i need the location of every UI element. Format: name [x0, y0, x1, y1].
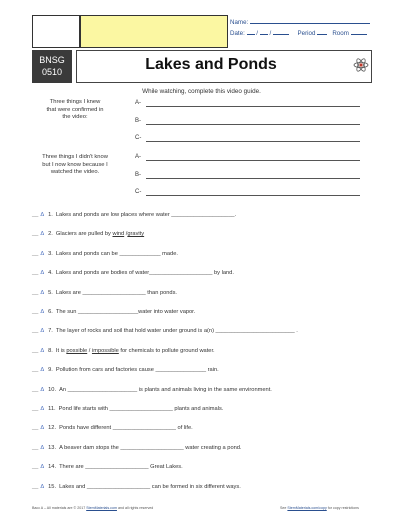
question-number: 14.: [48, 464, 57, 471]
date-sep-1: /: [256, 30, 258, 37]
course-code-line2: 0510: [41, 67, 63, 77]
check-blank[interactable]: __: [32, 309, 39, 315]
question-text: Lakes and ponds can be _____________ made.: [55, 250, 178, 257]
triangle-icon: Δ: [40, 406, 45, 412]
check-blank[interactable]: __: [32, 212, 39, 218]
triangle-icon: Δ: [40, 483, 45, 490]
check-blank[interactable]: __: [32, 250, 39, 257]
question-text: Ponds have different ____________________ of life.: [59, 425, 193, 432]
footer-left-link[interactable]: StemMaterials.com: [86, 506, 117, 510]
question-item: [32, 251, 178, 257]
question-text: It is: [55, 347, 67, 354]
question-item: [32, 231, 144, 237]
footer-right-link[interactable]: StemMaterials.com/copy: [287, 506, 327, 510]
question-text: /: [87, 347, 92, 354]
known-answer-line-b[interactable]: [146, 124, 360, 125]
date-label: Date:: [230, 30, 245, 37]
question-number: 15.: [48, 483, 57, 490]
question-item: [32, 464, 183, 470]
check-blank[interactable]: __: [32, 425, 39, 432]
question-text: The sun ___________________water into water vapor.: [55, 309, 196, 315]
question-item: [32, 212, 236, 218]
check-blank[interactable]: __: [32, 231, 39, 238]
question-number: 2.: [48, 231, 53, 238]
room-field[interactable]: [351, 28, 367, 35]
period-label: Period: [297, 30, 316, 37]
question-number: 9.: [48, 367, 53, 374]
date-row: [230, 28, 370, 39]
question-text: /: [124, 231, 128, 238]
check-blank[interactable]: __: [32, 464, 39, 471]
question-number: 13.: [48, 444, 57, 451]
choice-option[interactable]: gravity: [127, 231, 145, 238]
question-item: [32, 328, 298, 334]
new-prompt-line: watched the video.: [50, 169, 100, 175]
question-item: [32, 290, 177, 296]
question-text: Lakes and ____________________ can be formed in six different ways.: [59, 483, 241, 490]
question-number: 11.: [48, 406, 56, 412]
question-number: 1.: [48, 212, 53, 218]
known-letter-b: B-: [135, 118, 141, 124]
new-letter-b: B-: [135, 172, 141, 178]
question-item: [32, 348, 215, 354]
score-box: [80, 15, 228, 48]
question-text: Lakes and ponds are low places where water ____________________.: [55, 212, 237, 218]
question-item: [32, 309, 195, 315]
question-number: 8.: [48, 347, 53, 354]
known-prompt-line: the video:: [62, 114, 88, 120]
check-blank[interactable]: __: [32, 483, 39, 490]
atom-icon: [353, 57, 369, 73]
new-letter-c: C-: [135, 189, 142, 195]
triangle-icon: Δ: [40, 250, 45, 257]
new-letter-a: A-: [135, 154, 141, 160]
blank-box: [32, 15, 80, 48]
question-number: 10.: [48, 386, 57, 393]
question-number: 3.: [48, 250, 53, 257]
question-item: [32, 425, 193, 431]
known-answer-line-a[interactable]: [146, 106, 360, 107]
triangle-icon: Δ: [40, 386, 45, 393]
triangle-icon: Δ: [40, 212, 45, 218]
known-letter-c: C-: [135, 135, 142, 141]
check-blank[interactable]: __: [32, 406, 39, 412]
choice-option[interactable]: possible: [66, 347, 88, 354]
new-answer-line-b[interactable]: [146, 178, 360, 179]
question-item: [32, 387, 272, 393]
date-day-field[interactable]: [260, 28, 268, 35]
check-blank[interactable]: __: [32, 367, 39, 374]
triangle-icon: Δ: [40, 444, 45, 451]
triangle-icon: Δ: [40, 231, 45, 238]
new-answer-line-c[interactable]: [146, 195, 360, 196]
check-blank[interactable]: __: [32, 270, 39, 277]
choice-option[interactable]: impossible: [91, 347, 119, 354]
date-month-field[interactable]: [247, 28, 255, 35]
footer-right-text: See: [280, 506, 288, 510]
known-things-prompt: [32, 99, 118, 122]
question-number: 4.: [48, 270, 53, 277]
triangle-icon: Δ: [40, 328, 45, 335]
header-fields: [230, 17, 370, 39]
check-blank[interactable]: __: [32, 386, 39, 393]
new-answer-line-a[interactable]: [146, 160, 360, 161]
question-text: Glaciers are pulled by: [55, 231, 113, 238]
course-code-box: [32, 50, 72, 83]
question-text: Pond life starts with ____________________ plants and animals.: [58, 406, 224, 412]
known-prompt-line: Three things I knew: [49, 99, 101, 105]
question-text: Lakes are ____________________ than ponds.: [55, 289, 178, 296]
question-item: [32, 445, 242, 451]
question-number: 6.: [48, 309, 53, 315]
triangle-icon: Δ: [40, 367, 45, 374]
question-item: [32, 484, 241, 490]
footer-right-text-end: for copy restrictions: [326, 506, 359, 510]
choice-option[interactable]: wind: [112, 231, 125, 238]
check-blank[interactable]: __: [32, 444, 39, 451]
question-text: The layer of rocks and soil that hold water under ground is a(n) _________________________ .: [55, 328, 298, 335]
triangle-icon: Δ: [40, 309, 45, 315]
date-sep-2: /: [269, 30, 272, 37]
page-title: Lakes and Ponds: [145, 56, 277, 73]
name-label: Name:: [230, 19, 249, 26]
question-text: An ______________________ is plants and animals living in the same environment.: [59, 386, 272, 393]
known-letter-a: A-: [135, 100, 141, 106]
known-answer-line-c[interactable]: [146, 141, 360, 142]
question-text: There are ____________________ Great Lakes.: [59, 464, 183, 471]
footer-copy-restrictions: [280, 506, 359, 510]
check-blank[interactable]: __: [32, 289, 39, 296]
footer-left-text: Bacc A – All materials are © 2017: [32, 506, 87, 510]
new-prompt-line: but I now know because I: [42, 161, 108, 168]
question-number: 12.: [48, 425, 57, 432]
triangle-icon: Δ: [40, 425, 45, 432]
question-text: Pollution from cars and factories cause ________________ rain.: [55, 367, 219, 374]
footer-left-text-end: and all rights reserved: [116, 506, 154, 510]
question-item: [32, 406, 223, 412]
check-blank[interactable]: __: [32, 328, 39, 335]
period-field[interactable]: [317, 28, 327, 35]
new-prompt-line: Three things I didn't know: [42, 154, 108, 160]
question-text: A beaver dam stops the ____________________ water creating a pond.: [59, 444, 242, 451]
new-things-prompt: [32, 154, 118, 177]
date-year-field[interactable]: [273, 28, 289, 35]
guide-instruction: While watching, complete this video guide.: [142, 88, 261, 95]
question-item: [32, 367, 219, 373]
question-text: Lakes and ponds are bodies of water____________________ by land.: [55, 270, 234, 277]
footer-copyright: [32, 506, 153, 510]
question-number: 7.: [48, 328, 53, 335]
triangle-icon: Δ: [40, 270, 45, 277]
triangle-icon: Δ: [40, 347, 45, 354]
question-text: for chemicals to pollute ground water.: [118, 347, 215, 354]
name-field[interactable]: [250, 17, 370, 24]
name-row: [230, 17, 370, 28]
triangle-icon: Δ: [40, 464, 45, 471]
triangle-icon: Δ: [40, 289, 45, 296]
question-number: 5.: [48, 289, 53, 296]
known-prompt-line: that were confirmed in: [46, 106, 104, 113]
room-label: Room: [332, 30, 349, 37]
course-code-line1: BNSG: [39, 55, 65, 65]
check-blank[interactable]: __: [32, 347, 39, 354]
question-item: [32, 270, 234, 276]
